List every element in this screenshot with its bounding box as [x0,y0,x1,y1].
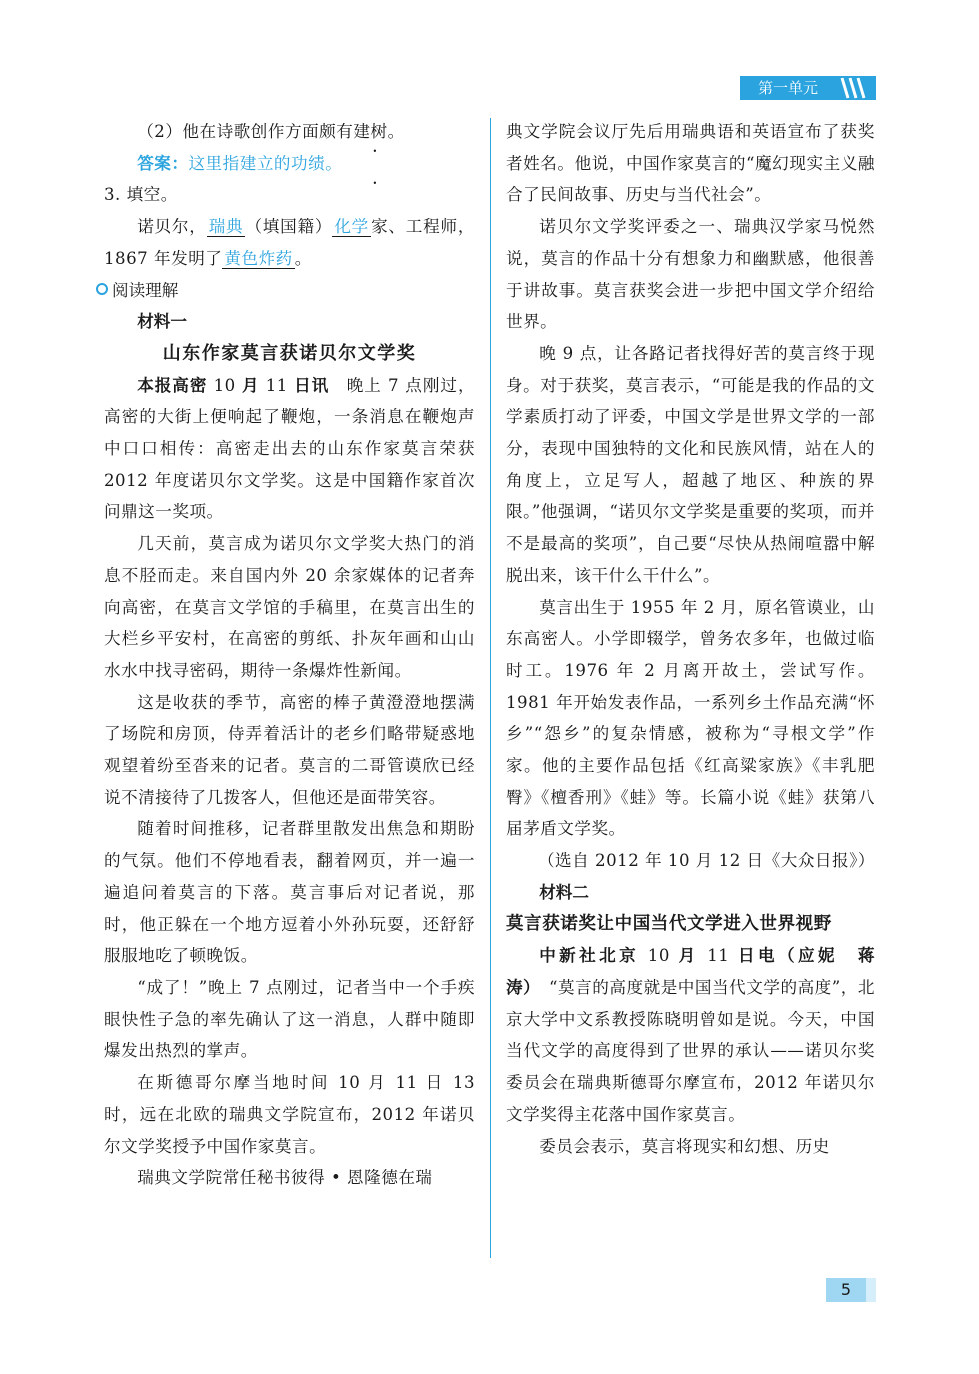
left-column [104,116,475,1194]
q3-text-2: （填国籍） [245,217,333,237]
fill-blank-nationality: 瑞典 [208,217,244,237]
fill-blank-invention: 黄色炸药 [224,248,293,268]
section-title: 阅读理解 [112,280,179,300]
paragraph-12: 委员会表示，莫言将现实和幻想、历史 [539,1136,830,1156]
unit-label: 第一单元 [758,79,819,97]
paragraph-7-start: 瑞典文学院常任秘书彼得 • 恩隆德在瑞 [137,1168,433,1188]
paragraph-1-text: 晚上 7 点刚过，高密的大街上便响起了鞭炮，一条消息在鞭炮声中口口相传：高密走出去的山东作家莫言荣获 2012 年度诺贝尔文学奖。这是中国籍作家首次问鼎这一奖项。 [104,375,476,522]
material-1-headline: 山东作家莫言获诺贝尔文学奖 [162,342,417,364]
paragraph-7-continued: 典文学院会议厅先后用瑞典语和英语宣布了获奖者姓名。他说，中国作家莫言的“魔幻现实主义融合了民间故事、历史与当代社会”。 [506,122,875,205]
q3-text-4: 。 [294,248,312,268]
answer-text: 这里指建立的功绩。 [188,153,343,173]
question-3 [104,211,475,274]
dateline-day: 日讯 [294,375,330,395]
page-number: 5 [826,1278,866,1302]
question-2 [104,116,475,148]
paragraph-8: 诺贝尔文学奖评委之一、瑞典汉学家马悦然说，莫言的作品十分有想象力和幽默感，他很善于讲故事。莫言获奖会进一步把中国文学介绍给世界。 [506,217,875,332]
material-1-label: 材料一 [137,312,187,332]
paragraph-6: 在斯德哥尔摩当地时间 10 月 11 日 13 时，远在北欧的瑞典文学院宣布，2012 年诺贝尔文学奖授予中国作家莫言。 [104,1073,475,1156]
emphasized-character: 树 • • [370,122,387,141]
q3-text-1: 诺贝尔， [137,217,207,237]
dateline-source: 本报高密 [137,375,208,395]
dateline-month: 月 [241,375,260,395]
dateline-month: 月 [678,946,699,966]
question-3-label: 3. 填空。 [104,185,178,205]
answer-label: 答案： [137,153,189,173]
dateline-day-num: 11 [259,375,295,395]
paragraph-11 [506,940,875,1130]
fill-blank-field: 化学 [334,217,370,237]
paragraph-5: “成了！”晚上 7 点刚过，记者当中一个手疾眼快性子急的率先确认了这一消息，人群中随即爆发出热烈的掌声。 [104,977,475,1061]
question-2-end: 。 [387,122,405,141]
circle-bullet-icon [96,283,108,295]
q3-text-3: 家、工程师，1867 年发明了 [104,217,476,268]
source-citation: （选自 2012 年 10 月 12 日《大众日报》） [537,851,875,871]
unit-tag [740,76,876,100]
section-heading [96,275,475,307]
dateline-month-num: 10 [639,946,679,966]
page-number-badge [826,1278,876,1302]
material-2-label: 材料二 [539,882,589,902]
question-2-answer [104,148,475,180]
dateline-byline: 日电（应妮 蒋涛） [506,946,875,997]
dateline-month-num: 10 [207,375,242,395]
paragraph-2: 几天前，莫言成为诺贝尔文学奖大热门的消息不胫而走。来自国内外 20 余家媒体的记者奔向高密，在莫言文学馆的手稿里，在莫言出生的大栏乡平安村，在高密的剪纸、扑灰年画和山山水水中找寻密码，期待一条爆炸性新闻。 [104,534,475,680]
right-column [506,116,875,1162]
paragraph-4: 随着时间推移，记者群里散发出焦急和期盼的气氛。他们不停地看表，翻着网页，并一遍一遍追问着莫言的下落。莫言事后对记者说，那时，他正躲在一个地方逗着小外孙玩耍，还舒舒服服地吃了顿晚饭。 [104,819,475,966]
paragraph-10: 莫言出生于 1955 年 2 月，原名管谟业，山东高密人。小学即辍学，曾务农多年，也做过临时工。1976 年 2 月离开故土，尝试写作。1981 年开始发表作品，一系列乡土作品充满“怀乡”“怨乡”的复杂情感，被称为“寻根文学”作家。他的主要作品包括《红高粱家族》《丰乳肥臀》《檀香刑》《蛙》等。长篇小说《蛙》获第八届茅盾文学奖。 [506,597,875,839]
paragraph-9: 晚 9 点，让各路记者找得好苦的莫言终于现身。对于获奖，莫言表示，“可能是我的作品的文学素质打动了评委，中国文学是世界文学的一部分，表现中国独特的文化和民族风情，站在人的角度上，立足写人，超越了地区、种族的界限。”他强调，“诺贝尔文学奖是重要的奖项，而并不是最高的奖项”，自己要“尽快从热闹喧嚣中解脱出来，该干什么干什么”。 [506,343,875,585]
column-divider [490,118,491,1258]
question-2-text: （2）他在诗歌创作方面颇有建 [137,122,371,141]
material-2-headline: 莫言获诺奖让中国当代文学进入世界视野 [506,913,832,934]
paragraph-11-text: “莫言的高度就是中国当代文学的高度”，北京大学中文系教授陈晓明曾如是说。今天，中国当代文学的高度得到了世界的承认——诺贝尔奖委员会在瑞典斯德哥尔摩宣布，2012 年诺贝尔文学奖得主花落中国作家莫言。 [506,977,875,1124]
paragraph-1 [104,370,475,529]
dateline-day-num: 11 [698,946,738,966]
slash-decoration-icon [836,76,872,100]
paragraph-3: 这是收获的季节，高密的棒子黄澄澄地摆满了场院和房顶，侍弄着活计的老乡们略带疑惑地观望着纷至沓来的记者。莫言的二哥管谟欣已经说不清接待了几拨客人，但他还是面带笑容。 [104,692,475,807]
dateline-source: 中新社北京 [539,946,640,966]
